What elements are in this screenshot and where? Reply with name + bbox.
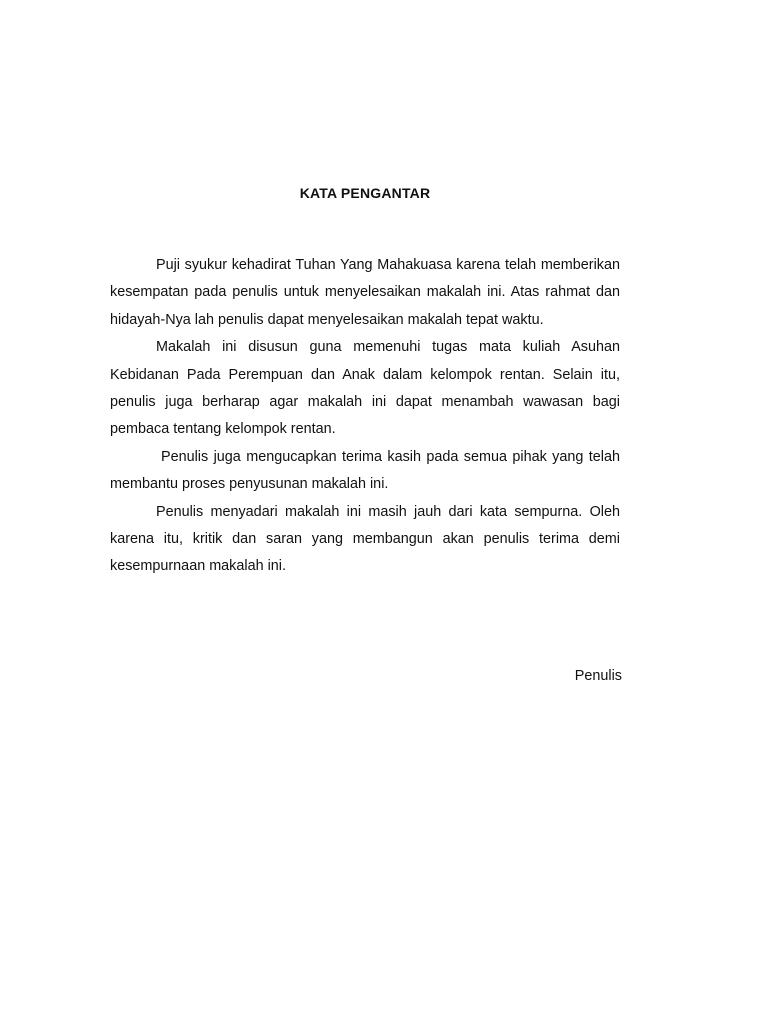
paragraph-thanks: Penulis juga mengucapkan terima kasih pada semua pihak yang telah membantu proses penyusunan makalah ini.	[110, 448, 620, 493]
author-signature: Penulis	[574, 668, 622, 684]
paragraph-gratitude: Puji syukur kehadirat Tuhan Yang Mahakuasa karena telah memberikan kesempatan pada penulis untuk menyelesaikan makalah ini. Atas rahmat dan hidayah-Nya lah penulis dapat menyelesaikan makalah tepat waktu.	[110, 257, 620, 328]
paragraph-purpose: Makalah ini disusun guna memenuhi tugas mata kuliah Asuhan Kebidanan Pada Perempuan dan Anak dalam kelompok rentan. Selain itu, penulis juga berharap agar makalah ini dapat menambah wawasan bagi pembaca tentang kelompok rentan.	[110, 339, 620, 438]
document-body	[110, 252, 620, 581]
page-title: KATA PENGANTAR	[299, 185, 431, 201]
paragraph-closing: Penulis menyadari makalah ini masih jauh dari kata sempurna. Oleh karena itu, kritik dan saran yang membangun akan penulis terima demi kesempurnaan makalah ini.	[110, 503, 620, 575]
